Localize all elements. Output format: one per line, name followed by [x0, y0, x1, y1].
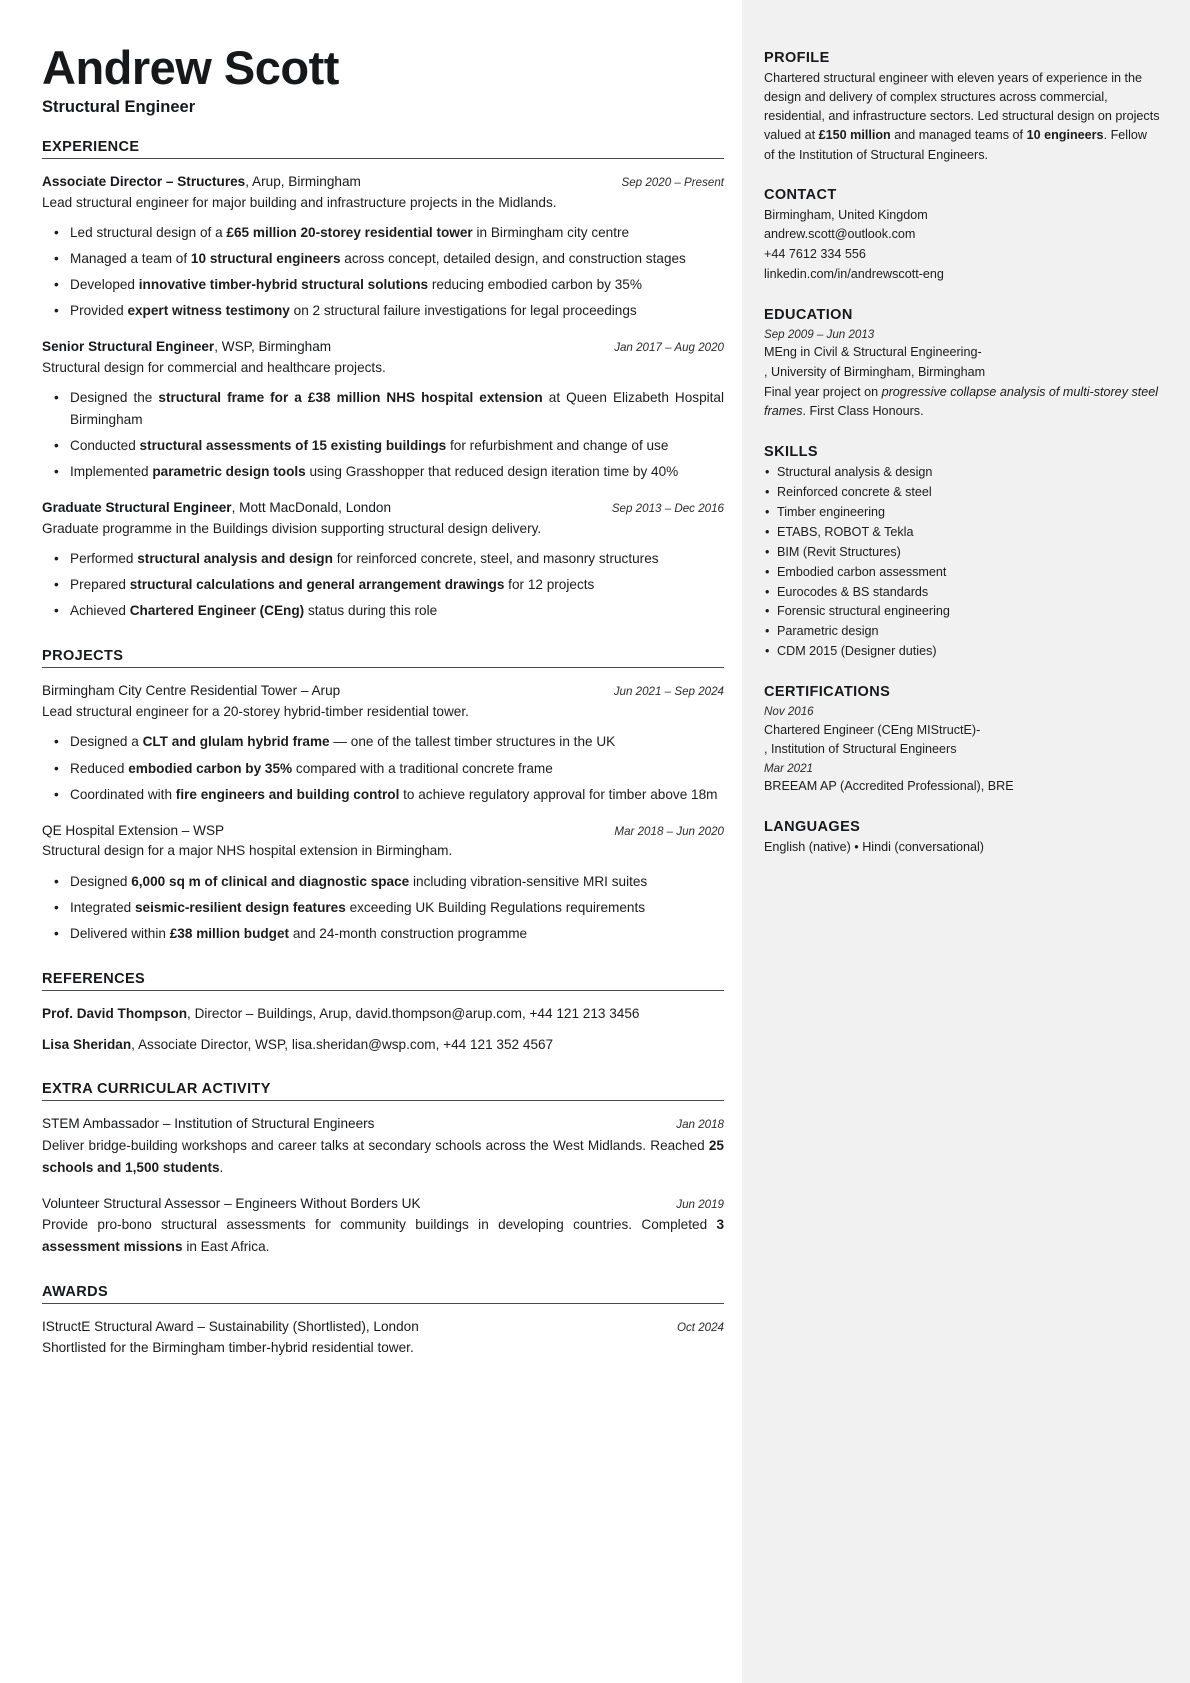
bullet-text-bold: embodied carbon by 35%: [128, 760, 293, 776]
bullet-list: [42, 548, 724, 622]
skill-item: • Embodied carbon assessment: [764, 563, 1160, 583]
section-divider: [42, 667, 724, 668]
activity-desc-bold: 3 assessment missions: [42, 1217, 724, 1255]
bullet-text-pre: Designed the: [70, 390, 159, 406]
bullet-text-pre: Developed: [70, 277, 139, 293]
bullet-text-post: on 2 structural failure investigations for legal proceedings: [289, 303, 637, 319]
entry-header: [42, 1114, 724, 1134]
activity-desc-pre: Provide pro-bono structural assessments for community buildings in developing countries. Completed: [42, 1217, 717, 1233]
bullet-text-bold: parametric design tools: [152, 464, 306, 480]
education-block: [764, 307, 1160, 422]
skill-item: • Parametric design: [764, 622, 1160, 642]
bullet-item: [42, 300, 724, 322]
skill-item: • Reinforced concrete & steel: [764, 483, 1160, 503]
bullet-text-post: reducing embodied carbon by 35%: [428, 277, 642, 293]
bullet-item: [42, 600, 724, 622]
bullet-text-bold: structural frame for a £38 million NHS hospital extension: [158, 390, 543, 406]
job-company: , WSP, Birmingham: [214, 339, 332, 355]
entry-header: [42, 1194, 724, 1214]
job-position: Associate Director – Structures: [42, 173, 246, 189]
bullet-text-post: in Birmingham city centre: [472, 225, 630, 241]
profile-part-3: . Fellow of the Institution of Structural Engineers.: [764, 128, 1147, 162]
skill-item: • Eurocodes & BS standards: [764, 583, 1160, 603]
profile-part-2: and managed teams of: [890, 128, 1027, 143]
job-title: [42, 337, 600, 357]
job-title: [42, 498, 598, 518]
project-title: Birmingham City Centre Residential Tower – Arup: [42, 683, 341, 699]
skills-block: [764, 444, 1160, 662]
bullet-item: [42, 274, 724, 296]
education-note-post: . First Class Honours.: [802, 404, 924, 419]
bullet-item: [42, 435, 724, 457]
projects-list: [42, 681, 724, 944]
entry-header: [42, 337, 724, 357]
experience-entry: [42, 498, 724, 622]
project-title: QE Hospital Extension – WSP: [42, 822, 225, 838]
skills-heading: SKILLS: [764, 444, 818, 461]
education-note-project: progressive collapse analysis of multi-storey steel frames: [764, 384, 1159, 419]
bullet-text-bold: 6,000 sq m of clinical and diagnostic space: [131, 873, 410, 889]
activity-description: [42, 1135, 724, 1179]
contact-list: [764, 206, 1160, 285]
bullet-text-pre: Conducted: [70, 438, 140, 454]
bullet-text-bold: £65 million 20-storey residential tower: [226, 225, 473, 241]
reference-name: Prof. David Thompson: [42, 1005, 188, 1021]
bullet-list: [42, 387, 724, 483]
contact-item[interactable]: +44 7612 334 556: [764, 247, 866, 262]
bullet-text-pre: Integrated: [70, 899, 135, 915]
activity-date: Jun 2019: [676, 1197, 724, 1211]
skill-item: • Structural analysis & design: [764, 463, 1160, 483]
skill-item: • ETABS, ROBOT & Tekla: [764, 523, 1160, 543]
references-heading: REFERENCES: [42, 970, 146, 987]
certification-date: Mar 2021: [764, 762, 813, 776]
activity-title: STEM Ambassador – Institution of Structural Engineers: [42, 1116, 375, 1132]
project-entry: [42, 821, 724, 945]
bullet-item: [42, 897, 724, 919]
bullet-item: [42, 461, 724, 483]
contact-item[interactable]: Birmingham, United Kingdom: [764, 207, 928, 222]
award-title: IStructE Structural Award – Sustainability (Shortlisted), London: [42, 1318, 419, 1334]
bullet-text-post: status during this role: [304, 603, 438, 619]
job-date: Sep 2013 – Dec 2016: [611, 502, 724, 516]
extra-curricular-entry: [42, 1114, 724, 1178]
bullet-text-post: — one of the tallest timber structures in the UK: [329, 734, 616, 750]
bullet-item: [42, 248, 724, 270]
skill-item: • CDM 2015 (Designer duties): [764, 642, 1160, 662]
experience-list: [42, 172, 724, 622]
experience-entry: [42, 172, 724, 322]
activity-date: Jan 2018: [676, 1118, 724, 1132]
job-title: [42, 172, 608, 192]
reference-detail: , Director – Buildings, Arup, david.thompson@arup.com, +44 121 213 3456: [187, 1005, 640, 1021]
bullet-text-bold: £38 million budget: [169, 925, 290, 941]
certifications-list: [764, 703, 1160, 797]
bullet-text-bold: CLT and glulam hybrid frame: [142, 734, 330, 750]
bullet-text-pre: Delivered within: [70, 925, 170, 941]
bullet-text-bold: fire engineers and building control: [175, 786, 400, 802]
reference-detail: , Associate Director, WSP, lisa.sheridan@wsp.com, +44 121 352 4567: [131, 1037, 554, 1053]
bullet-text-post: and 24-month construction programme: [289, 925, 528, 941]
section-divider: [42, 158, 724, 159]
job-company: , Mott MacDonald, London: [231, 500, 392, 516]
certification-issuer: , Institution of Structural Engineers: [764, 742, 957, 757]
bullet-text-pre: Prepared: [70, 577, 130, 593]
bullet-item: [42, 784, 724, 806]
activity-desc-pre: Deliver bridge-building workshops and career talks at secondary schools across the West Midlands. Reached: [42, 1138, 709, 1154]
bullet-text-pre: Reduced: [70, 760, 129, 776]
awards-section: [42, 1284, 724, 1358]
project-date: Mar 2018 – Jun 2020: [614, 824, 724, 838]
bullet-item: [42, 222, 724, 244]
entry-header: [42, 1317, 724, 1337]
education-degree: MEng in Civil & Structural Engineering-: [764, 345, 982, 360]
experience-section: [42, 139, 724, 622]
projects-section: [42, 648, 724, 944]
bullet-text-bold: structural analysis and design: [137, 551, 333, 567]
bullet-text-post: for refurbishment and change of use: [446, 438, 669, 454]
bullet-item: [42, 923, 724, 945]
bullet-text-bold: innovative timber-hybrid structural solutions: [138, 277, 429, 293]
bullet-text-pre: Performed: [70, 551, 138, 567]
bullet-text-bold: Chartered Engineer (CEng): [129, 603, 305, 619]
education-note: [764, 383, 1160, 423]
award-entry: [42, 1317, 724, 1358]
job-summary: Graduate programme in the Buildings division supporting structural design delivery.: [42, 520, 542, 536]
bullet-item: [42, 574, 724, 596]
award-date: Oct 2024: [676, 1320, 724, 1334]
bullet-text-post: including vibration-sensitive MRI suites: [409, 873, 648, 889]
contact-block: [764, 187, 1160, 285]
job-date: Sep 2020 – Present: [621, 175, 724, 189]
job-summary: Structural design for commercial and healthcare projects.: [42, 359, 386, 375]
bullet-list: [42, 222, 724, 322]
bullet-text-post: exceeding UK Building Regulations requirements: [345, 899, 646, 915]
certification-item: [764, 703, 1160, 760]
bullet-item: [42, 387, 724, 431]
sidebar: [742, 0, 1190, 1683]
awards-heading: AWARDS: [42, 1283, 109, 1300]
education-heading: EDUCATION: [764, 306, 853, 323]
certification-name: BREEAM AP (Accredited Professional), BRE: [764, 779, 1014, 794]
certification-name: Chartered Engineer (CEng MIStructE)-: [764, 722, 981, 737]
skill-item: • Forensic structural engineering: [764, 602, 1160, 622]
job-summary: Lead structural engineer for major building and infrastructure projects in the Midlands.: [42, 194, 557, 210]
bullet-text-pre: Achieved: [70, 603, 130, 619]
bullet-text-pre: Implemented: [70, 464, 153, 480]
award-description: Shortlisted for the Birmingham timber-hybrid residential tower.: [42, 1339, 414, 1355]
project-summary: Structural design for a major NHS hospital extension in Birmingham.: [42, 843, 453, 859]
bullet-text-pre: Designed: [70, 873, 132, 889]
project-date: Jun 2021 – Sep 2024: [613, 685, 724, 699]
section-divider: [42, 990, 724, 991]
bullet-text-bold: seismic-resilient design features: [135, 899, 346, 915]
profile-highlight-1: £150 million: [818, 128, 891, 143]
bullet-list: [42, 871, 724, 945]
bullet-text-bold: structural calculations and general arrangement drawings: [129, 577, 505, 593]
skill-item: • BIM (Revit Structures): [764, 543, 1160, 563]
job-position: Graduate Structural Engineer: [42, 500, 232, 516]
bullet-item: [42, 548, 724, 570]
bullet-text-bold: 10 structural engineers: [190, 251, 341, 267]
certification-date: Nov 2016: [764, 705, 814, 719]
reference-item: [42, 1035, 724, 1055]
entry-header: [42, 498, 724, 518]
profile-heading: PROFILE: [764, 50, 830, 66]
experience-entry: [42, 337, 724, 483]
bullet-list: [42, 731, 724, 805]
experience-heading: EXPERIENCE: [42, 138, 140, 155]
education-date: Sep 2009 – Jun 2013: [764, 327, 875, 341]
job-date: Jan 2017 – Aug 2020: [614, 341, 724, 355]
education-note-pre: Final year project on: [764, 384, 882, 399]
bullet-text-post: for reinforced concrete, steel, and masonry structures: [332, 551, 659, 567]
certifications-heading: CERTIFICATIONS: [764, 684, 891, 701]
activity-desc-bold: 25 schools and 1,500 students: [42, 1138, 724, 1175]
extra-curricular-section: [42, 1081, 724, 1257]
bullet-item: [42, 758, 724, 780]
extra-curricular-heading: EXTRA CURRICULAR ACTIVITY: [42, 1081, 271, 1098]
skills-list: [764, 463, 1160, 662]
project-summary: Lead structural engineer for a 20-storey hybrid-timber residential tower.: [42, 704, 469, 720]
languages-heading: LANGUAGES: [764, 819, 861, 836]
profile-text: [764, 69, 1160, 165]
job-position: Senior Structural Engineer: [42, 339, 215, 355]
bullet-text-post: at Queen Elizabeth Hospital Birmingham: [70, 390, 725, 428]
bullet-text-pre: Provided: [70, 303, 128, 319]
reference-name: Lisa Sheridan: [42, 1037, 132, 1053]
activity-title: Volunteer Structural Assessor – Engineers Without Borders UK: [42, 1195, 421, 1211]
references-section: [42, 971, 724, 1056]
candidate-role: Structural Engineer: [42, 97, 196, 116]
reference-item: [42, 1004, 724, 1024]
languages-block: [764, 819, 1160, 858]
bullet-text-bold: structural assessments of 15 existing buildings: [139, 438, 447, 454]
bullet-text-bold: expert witness testimony: [127, 303, 290, 319]
section-divider: [42, 1303, 724, 1304]
contact-item[interactable]: andrew.scott@outlook.com: [764, 227, 916, 242]
contact-heading: CONTACT: [764, 186, 837, 203]
profile-highlight-2: 10 engineers: [1026, 128, 1104, 143]
awards-list: [42, 1317, 724, 1358]
languages-text: English (native) • Hindi (conversational): [764, 840, 984, 855]
project-entry: [42, 681, 724, 805]
entry-header: [42, 172, 724, 192]
skill-item: • Timber engineering: [764, 503, 1160, 523]
activity-desc-post: in East Africa.: [182, 1239, 270, 1255]
extra-curricular-list: [42, 1114, 724, 1257]
bullet-text-pre: Coordinated with: [70, 786, 176, 802]
projects-heading: PROJECTS: [42, 648, 124, 665]
activity-desc-post: .: [219, 1159, 224, 1175]
bullet-item: [42, 871, 724, 893]
bullet-text-post: across concept, detailed design, and construction stages: [340, 251, 686, 267]
bullet-text-post: compared with a traditional concrete frame: [292, 760, 553, 776]
activity-description: [42, 1214, 724, 1258]
profile-block: [764, 50, 1160, 165]
certifications-block: [764, 684, 1160, 797]
education-school: , University of Birmingham, Birmingham: [764, 364, 986, 379]
profile-part-1: Chartered structural engineer with eleven years of experience in the design and delivery of complex structures across commercial, residential, and infrastructure sectors. Led structural design on projects valued at: [764, 71, 1160, 143]
candidate-name: Andrew Scott: [42, 41, 339, 94]
contact-item[interactable]: linkedin.com/in/andrewscott-eng: [764, 267, 944, 281]
entry-header: [42, 681, 724, 701]
extra-curricular-entry: [42, 1194, 724, 1258]
bullet-item: [42, 731, 724, 753]
bullet-text-pre: Managed a team of: [70, 251, 191, 267]
bullet-text-pre: Led structural design of a: [70, 225, 227, 241]
bullet-text-pre: Designed a: [70, 734, 143, 750]
references-list: [42, 1004, 724, 1056]
bullet-text-post: to achieve regulatory approval for timber above 18m: [399, 786, 718, 802]
certification-item: [764, 760, 1160, 797]
job-company: , Arup, Birmingham: [245, 173, 361, 189]
bullet-text-post: for 12 projects: [504, 577, 595, 593]
entry-header: [42, 821, 724, 841]
bullet-text-post: using Grasshopper that reduced design iteration time by 40%: [305, 464, 679, 480]
section-divider: [42, 1100, 724, 1101]
